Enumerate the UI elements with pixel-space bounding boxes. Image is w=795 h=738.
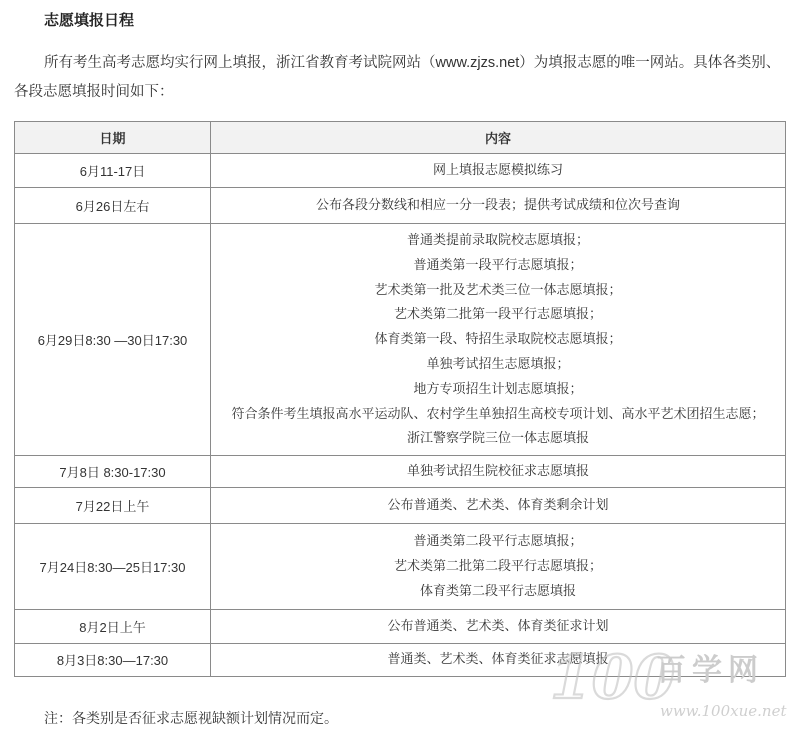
table-row <box>15 488 786 524</box>
table-header-row <box>15 122 786 154</box>
row-content <box>211 456 786 488</box>
row-date: 8月2日上午 <box>15 609 211 643</box>
content-line: 公布普通类、艺术类、体育类剩余计划 <box>387 497 609 513</box>
content-line: 普通类第一段平行志愿填报； <box>413 256 583 272</box>
content-line: 公布各段分数线和相应一分一段表；提供考试成绩和位次号查询 <box>315 197 680 213</box>
row-date: 7月24日8:30—25日17:30 <box>15 524 211 609</box>
content-line: 地方专项招生计划志愿填报； <box>413 380 583 396</box>
row-date: 7月22日上午 <box>15 488 211 524</box>
content-line: 普通类、艺术类、体育类征求志愿填报 <box>387 651 609 667</box>
table-row <box>15 224 786 456</box>
table-row <box>15 188 786 224</box>
row-date: 6月29日8:30 —30日17:30 <box>15 224 211 456</box>
footnote: 注：各类别是否征求志愿视缺额计划情况而定。 <box>44 710 338 726</box>
watermark-logo <box>548 632 788 727</box>
watermark-url: www.100xue.net <box>660 702 787 720</box>
content-line: 体育类第一段、特招生录取院校志愿填报； <box>374 331 622 347</box>
content-line: 单独考试招生院校征求志愿填报 <box>406 463 589 479</box>
row-date: 8月3日8:30—17:30 <box>15 643 211 676</box>
row-content <box>211 524 786 609</box>
row-date: 7月8日 8:30-17:30 <box>15 456 211 488</box>
table-row <box>15 154 786 188</box>
row-date: 6月26日左右 <box>15 188 211 224</box>
header-date: 日期 <box>15 122 211 154</box>
schedule-table <box>14 121 786 677</box>
watermark-number: 100 <box>550 643 676 713</box>
table-row <box>15 524 786 609</box>
intro-text: 所有考生高考志愿均实行网上填报，浙江省教育考试院网站（www.zjzs.net）为填报志愿的唯一网站。具体各类别、各段志愿填报时间如下： <box>14 55 781 100</box>
row-content <box>211 224 786 456</box>
content-line: 体育类第二段平行志愿填报 <box>419 582 576 598</box>
row-content <box>211 154 786 188</box>
content-line: 艺术类第一批及艺术类三位一体志愿填报； <box>374 281 622 297</box>
content-line: 公布普通类、艺术类、体育类征求计划 <box>387 617 609 633</box>
content-line: 浙江警察学院三位一体志愿填报 <box>406 430 589 446</box>
row-content <box>211 488 786 524</box>
content-line: 普通类提前录取院校志愿填报； <box>406 232 589 247</box>
intro-paragraph <box>14 49 786 107</box>
content-line: 艺术类第二批第一段平行志愿填报； <box>393 306 602 322</box>
watermark-brand: 百学网 <box>656 653 764 688</box>
table-row <box>15 456 786 488</box>
content-line: 网上填报志愿模拟练习 <box>432 162 563 178</box>
page-title: 志愿填报日程 <box>44 12 135 29</box>
row-date: 6月11-17日 <box>15 154 211 188</box>
row-content <box>211 188 786 224</box>
content-line: 普通类第二段平行志愿填报； <box>413 533 583 549</box>
content-line: 艺术类第二批第二段平行志愿填报； <box>393 557 602 573</box>
content-line: 单独考试招生志愿填报； <box>426 355 570 371</box>
header-content: 内容 <box>211 122 786 154</box>
content-line: 符合条件考生填报高水平运动队、农村学生单独招生高校专项计划、高水平艺术团招生志愿； <box>231 405 765 421</box>
